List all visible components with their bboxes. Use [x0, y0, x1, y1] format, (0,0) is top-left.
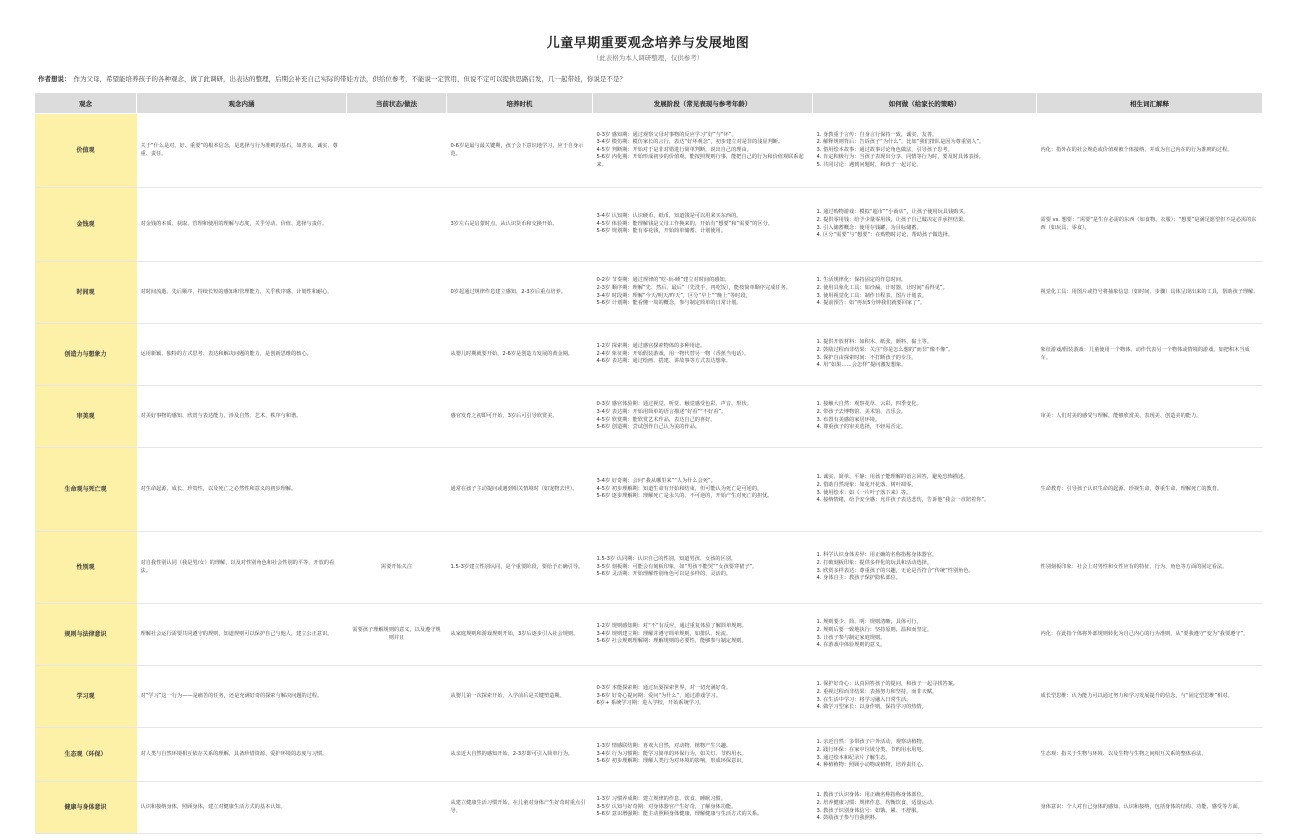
strategy-line: 2. 践行环保：在家中垃圾分类、节约用水用电。	[816, 746, 927, 753]
stage-line: 4-5岁 体验期：能理解钱是父母工作换来的，开始有“想要”和“需要”的区分。	[596, 220, 773, 227]
timing-cell: 0岁起通过规律作息建立感知，2-3岁后重点培养。	[447, 262, 593, 324]
preface-label: 作者想说：	[38, 75, 71, 83]
strategy-cell	[813, 782, 1037, 834]
stage-line: 5-6岁 意识增强期：能主动照顾身体健康，理解健康与生活方式的关系。	[596, 811, 763, 818]
glossary-cell: 内化：在此指个体将外部规则转化为自己内心的行为准则，从“要我遵守”变为“我要遵守”。	[1037, 604, 1263, 666]
strategy-line: 1. 身教重于言传：自身言行保持一致，诚实、友善。	[816, 131, 938, 138]
table-row	[35, 604, 1263, 666]
concept-meaning-cell: 对金钱的本质、获取、管理和使用的理解与态度，关乎劳动、价值、选择与责任。	[137, 188, 347, 262]
strategy-line: 1. 亲近自然：多带孩子户外活动，观察动植物。	[816, 739, 927, 746]
strategy-line: 4. 提前预告：如“再玩5分钟我们就要回家了”。	[816, 300, 926, 307]
glossary-cell: 需要 vs. 想要：“需要”是生存必需的东西（如食物、衣服）；“想要”是满足愿望但不是必需的东西（如玩具、零食）。	[1037, 188, 1263, 262]
stage-line: 6岁+ 系统学习期：进入学校，开始系统学习。	[596, 700, 705, 707]
timing-cell: 1.5-3岁建立性别认同，是个重要阶段，要给予正确引导。	[447, 532, 593, 604]
stage-line: 1-3岁 情感联结期：喜欢大自然，对动物、植物产生兴趣。	[596, 743, 732, 750]
current-status-cell	[347, 666, 447, 728]
stages-cell	[593, 114, 813, 188]
concept-meaning-cell: 对时间流逝、先后顺序、持续长短的感知和管理能力，关乎秩序感、计划性和耐心。	[137, 262, 347, 324]
stage-line: 3-5岁 刻板期：可能会有刻板印象，如“男孩不能哭”“女孩要穿裙子”。	[596, 563, 758, 570]
concept-name-cell: 创造力与想象力	[35, 324, 137, 386]
strategy-line: 3. 教孩子识别身体信号：如饿、累、不舒服。	[816, 807, 922, 814]
strategy-line: 3. 通过绘本和纪录片了解生态。	[816, 754, 891, 761]
concept-meaning-cell: 对生命起源、成长、珍贵性，以及死亡之必然性和意义的初步理解。	[137, 448, 347, 532]
table-row	[35, 386, 1263, 448]
stage-line: 3-4岁 认知期：认识硬币、纸币，知道钱是可以用来买东西的。	[596, 213, 742, 220]
timing-cell: 从婴儿时期就要开始，2-6岁是创造力发展的黄金期。	[447, 324, 593, 386]
strategy-line: 2. 解释规则背后：告诉孩子“为什么”，比如“我们排队是因为尊重别人”。	[816, 139, 985, 146]
strategy-line: 3. 保护自由探索时间：不打断孩子的专注。	[816, 354, 917, 361]
stage-line: 0-3岁 感官体验期：通过视觉、听觉、触觉感受色彩、声音、形状。	[596, 401, 752, 408]
column-header: 相生词汇解释	[1037, 93, 1263, 114]
stages-cell	[593, 728, 813, 782]
strategy-line: 4. 接纳情绪，给予安全感：允许孩子表达悲伤，告诉他“我会一直陪着你”。	[816, 497, 990, 504]
stage-line: 3-6岁 好奇心提问期：爱问“为什么”，通过游戏学习。	[596, 692, 721, 699]
stage-line: 4-5岁 判断期：开始对于是非对错进行简单判断，说出自己的理由。	[596, 146, 752, 153]
strategy-cell	[813, 262, 1037, 324]
strategy-cell	[813, 386, 1037, 448]
stages-cell	[593, 262, 813, 324]
current-status-cell: 需要孩子理解规则的意义，以及遵守规则并且	[347, 604, 447, 666]
strategy-cell	[813, 666, 1037, 728]
strategy-line: 1. 通过购物游戏：模拟“超市”“小商店”，让孩子使用玩具钱购买。	[816, 209, 969, 216]
concept-name-cell: 学习观	[35, 666, 137, 728]
concept-name-cell: 性别观	[35, 532, 137, 604]
strategy-line: 2. 带孩子去博物馆、美术馆、音乐会。	[816, 408, 907, 415]
stages-cell	[593, 188, 813, 262]
concept-meaning-cell: 对人类与自然环境相互依存关系的理解，具备珍惜资源、爱护环境的态度与习惯。	[137, 728, 347, 782]
strategy-line: 4. 种植植物：照顾小动物或植物，培养责任心。	[816, 762, 927, 769]
stage-line: 5-6岁 内化期：开始形成初步的价值观，能按照规则行事，能把自己的行为和价值观联系起来。	[596, 154, 804, 168]
strategy-line: 4. 在游戏中体验规则的意义。	[816, 642, 886, 649]
stage-line: 3-4岁 时段期：理解“今天/明天/昨天”，区分“早上”“晚上”等时段。	[596, 292, 751, 299]
stage-line: 4-5岁 欣赏期：能欣赏艺术作品，表达自己的喜好。	[596, 416, 716, 423]
strategy-line: 1. 诚实、简单、平静：用孩子能理解的语言回答，避免恐怖描述。	[816, 474, 969, 481]
column-header: 发展阶段（常见表现与参考年龄）	[593, 93, 813, 114]
strategy-line: 1. 生活规律化：保持固定的作息时间。	[816, 277, 907, 284]
stages-cell	[593, 782, 813, 834]
timing-cell: 0-6岁是最与最关键期，孩子会下意识地学习，应于自身示范。	[447, 114, 593, 188]
concept-name-cell: 审美观	[35, 386, 137, 448]
current-status-cell	[347, 728, 447, 782]
strategy-line: 3. 欣赏多样表达：尊重孩子的兴趣，无论是否符合“传统”性别角色。	[816, 567, 974, 574]
stage-line: 3-4岁 规则建立期：理解并遵守简单规则，如排队、轮流。	[596, 630, 732, 637]
strategy-line: 2. 培养健康习惯：规律作息，均衡饮食，适量运动。	[816, 799, 938, 806]
glossary-cell: 象征游戏/假装游戏：儿童使用一个物体、动作代表另一个物体或情境的游戏，如把积木当成车。	[1037, 324, 1263, 386]
strategy-line: 3. 使用视觉化工具：制作日程表、图片计划表。	[816, 292, 927, 299]
table-row	[35, 188, 1263, 262]
strategy-line: 4. 用“如果……会怎样”提问激发想象。	[816, 362, 907, 369]
stage-line: 2-3岁 顺序期：理解“先、然后、最后”（先洗手，再吃饭），能按简单顺序完成任务。	[596, 284, 791, 291]
strategy-cell	[813, 188, 1037, 262]
current-status-cell	[347, 188, 447, 262]
document-title: 儿童早期重要观念培养与发展地图	[546, 36, 750, 51]
stage-line: 0-3岁 本能探索期：通过玩耍探索世界，对一切充满好奇。	[596, 685, 732, 692]
concept-meaning-cell: 对美好事物的感知、欣赏与表达能力，涉及自然、艺术、秩序与和谐。	[137, 386, 347, 448]
glossary-cell: 身体意识：个人对自己身体的感知、认识和接纳，包括身体的结构、功能、感受等方面。	[1037, 782, 1263, 834]
stage-line: 1-3岁 习惯养成期：建立规律的作息、饮食、睡眠习惯。	[596, 796, 726, 803]
preface-text: 作为父母，希望能培养孩子的各种观念，做了此调研，出表达的整理，后期会补充自己实际的带娃方法，供给位参考，不能说一定管用，但说不定可以提供思路启发，几一起带娃，你说是不是？	[73, 75, 626, 83]
timing-cell: 从亲近大自然的感知开始，2-3岁即可引入简单行为。	[447, 728, 593, 782]
current-status-cell	[347, 386, 447, 448]
strategy-line: 1. 教孩子认识身体：用正确名称指称身体部位。	[816, 792, 927, 799]
glossary-cell: 视觉化工具：用图片或符号将抽象信息（如时间、步骤）具体呈现出来的工具，帮助孩子理解。	[1037, 262, 1263, 324]
timing-cell: 通常在孩子主动提问或遇到相关情境时（如宠物去世）。	[447, 448, 593, 532]
stage-line: 5-6岁 创造期：尝试创作自己认为美的作品。	[596, 424, 700, 431]
concept-name-cell: 金钱观	[35, 188, 137, 262]
concept-meaning-cell: 对自我性别认同（我是男/女）的理解，以及对性别角色和社会性别的平等、开放的看法。	[137, 532, 347, 604]
strategy-line: 2. 规则后要一致地执行：坚持原则，温和而坚定。	[816, 626, 933, 633]
strategy-line: 1. 接触大自然：观察花草、云彩、四季变化。	[816, 401, 922, 408]
column-header: 当前状态/做法	[347, 93, 447, 114]
stage-line: 5-6岁 规划期：能有零花钱，开始简单储蓄、计划使用。	[596, 228, 726, 235]
table-row	[35, 532, 1263, 604]
stage-line: 0-3岁 感知期：通过观察父母对事物的反应学习“好”与“坏”。	[596, 131, 737, 138]
stage-line: 4-6岁 表达期：通过绘画、搭建、讲故事等方式表达想象。	[596, 358, 732, 365]
strategy-line: 1. 规则要少、简、明：规则清晰，具体可行。	[816, 619, 922, 626]
current-status-cell	[347, 782, 447, 834]
stage-line: 3-5岁 认知与好奇期：对身体器官产生好奇，了解身体功能。	[596, 803, 737, 810]
stage-line: 2-4岁 象征期：开始假装游戏，用一物代替另一物（香蕉当电话）。	[596, 350, 750, 357]
current-status-cell	[347, 114, 447, 188]
stages-cell	[593, 604, 813, 666]
column-header: 观念	[35, 93, 137, 114]
concept-table	[34, 92, 1263, 834]
strategy-line: 4. 身体自主：教孩子保护隐私部位。	[816, 575, 901, 582]
strategy-line: 1. 科学认识身体差异：用正确的名称指称身体器官。	[816, 552, 938, 559]
strategy-line: 3. 借用绘本故事：通过故事讨论角色做法，引导孩子思考。	[816, 146, 953, 153]
stage-line: 3-4岁 行为习惯期：能学习简单的环保行为，如关灯、节约用水。	[596, 750, 747, 757]
stage-line: 3-4岁 模仿期：模仿家长的言行，表达“好坏观念”，初步建立对是非的浅显判断。	[596, 139, 784, 146]
stage-line: 3-4岁 好奇期：会问“我从哪里来”“人为什么会死”。	[596, 478, 716, 485]
table-row	[35, 728, 1263, 782]
concept-name-cell: 健康与身体意识	[35, 782, 137, 834]
stage-line: 5-6岁 逐步理解期：理解死亡是永久的、不可逆的，开始产生对死亡的担忧。	[596, 493, 773, 500]
timing-cell: 从建立健康生活习惯开始，在儿童对身体产生好奇时重点引导。	[447, 782, 593, 834]
strategy-cell	[813, 728, 1037, 782]
concept-name-cell: 价值观	[35, 114, 137, 188]
concept-name-cell: 生态观（环保）	[35, 728, 137, 782]
strategy-line: 4. 鼓励孩子参与自我照料。	[816, 815, 881, 822]
strategy-cell	[813, 604, 1037, 666]
strategy-cell	[813, 448, 1037, 532]
current-status-cell	[347, 262, 447, 324]
table-row	[35, 666, 1263, 728]
stages-cell	[593, 448, 813, 532]
current-status-cell: 需要开始关注	[347, 532, 447, 604]
strategy-line: 1. 保护好奇心：认真回答孩子的提问，和孩子一起寻找答案。	[816, 681, 958, 688]
glossary-cell: 成长型思维：认为能力可以通过努力和学习发展提升的信念，与“固定型思维”相对。	[1037, 666, 1263, 728]
stages-cell	[593, 386, 813, 448]
glossary-cell: 生命教育：引导孩子认识生命的起源、珍视生命、尊重生命、理解死亡的教育。	[1037, 448, 1263, 532]
strategy-line: 3. 在生活中学习：将学习融入日常生活。	[816, 696, 912, 703]
stage-line: 3-4岁 表达期：开始用简单的语言描述“好看”“不好看”。	[596, 408, 727, 415]
table-header-row	[35, 93, 1263, 114]
table-row	[35, 782, 1263, 834]
column-header: 如何做（给家长的策略）	[813, 93, 1037, 114]
concept-name-cell: 生命观与死亡观	[35, 448, 137, 532]
glossary-cell: 内化：指外在的社会规范或价值观被个体接纳，并成为自己内在的行为准则的过程。	[1037, 114, 1263, 188]
column-header: 观念内涵	[137, 93, 347, 114]
concept-meaning-cell: 对“学习”这一行为——是痛苦的任务，还是充满好奇的探索与解决问题的过程。	[137, 666, 347, 728]
concept-meaning-cell: 理解社会运行需要共同遵守的规则，知道规则可以保护自己与他人，建立公正意识。	[137, 604, 347, 666]
strategy-line: 3. 让孩子参与制定家庭规则。	[816, 634, 886, 641]
table-row	[35, 262, 1263, 324]
strategy-line: 3. 布置有美感的家居环境。	[816, 416, 881, 423]
strategy-line: 4. 做学习型家长：以身作则，保持学习的热情。	[816, 704, 927, 711]
stages-cell	[593, 532, 813, 604]
glossary-cell: 性别刻板印象：社会上对男性和女性应有的特征、行为、角色等方面的固定看法。	[1037, 532, 1263, 604]
stages-cell	[593, 666, 813, 728]
table-row	[35, 448, 1263, 532]
timing-cell: 从家庭规则和游戏规则开始，3岁后逐步引入社会规则。	[447, 604, 593, 666]
stage-line: 0-2岁 节奏期：通过规律的“吃-玩-睡”建立对时间的感知。	[596, 277, 730, 284]
glossary-cell: 审美：人们对美的感受与理解，能够欣赏美、表现美、创造美的能力。	[1037, 386, 1263, 448]
strategy-line: 3. 使用绘本：如《一片叶子落下来》等。	[816, 489, 912, 496]
strategy-line: 2. 打破刻板印象：提供多样化的玩具和活动选择。	[816, 559, 933, 566]
strategy-line: 4. 肯定积极行为：当孩子表现出分享、同情等行为时，要及时具体表扬。	[816, 154, 984, 161]
concept-meaning-cell: 关于“什么是对、好、重要”的根本信念，是选择与行为准则的基石，如善良、诚实、尊重、责任。	[137, 114, 347, 188]
table-row	[35, 324, 1263, 386]
strategy-line: 2. 借助自然现象：如花开花落、树叶凋零。	[816, 481, 917, 488]
current-status-cell	[347, 324, 447, 386]
stage-line: 1-2岁 规则感知期：对“不”有反应，通过重复体验了解简单规则。	[596, 623, 747, 630]
strategy-cell	[813, 532, 1037, 604]
strategy-line: 4. 尊重孩子的审美选择，不轻易否定。	[816, 424, 907, 431]
strategy-line: 4. 区分“需要”与“想要”：在购物时讨论，帮助孩子做选择。	[816, 232, 954, 239]
concept-name-cell: 规则与法律意识	[35, 604, 137, 666]
stage-line: 5-6岁 初步理解期：理解人类行为对环境的影响，形成环保意识。	[596, 758, 747, 765]
strategy-line: 1. 提供开放材料：如积木、纸张、颜料、黏土等。	[816, 339, 933, 346]
timing-cell: 从婴儿第一次探索开始，入学前后是关键塑造期。	[447, 666, 593, 728]
current-status-cell	[347, 448, 447, 532]
strategy-line: 5. 共同讨论：遇到问题时，和孩子一起讨论。	[816, 161, 922, 168]
stage-line: 5-6岁 社会规则理解期：理解规则的必要性，能够参与制定规则。	[596, 638, 747, 645]
strategy-line: 3. 引入储蓄概念：使用存钱罐，为目标储蓄。	[816, 224, 922, 231]
strategy-line: 2. 使用具象化工具：如沙漏、计时器，让时间“看得见”。	[816, 284, 948, 291]
stage-line: 4-5岁 初步理解期：知道生命有开始和结束，但可能认为死亡是可逆的。	[596, 485, 763, 492]
strategy-line: 2. 重视过程而非结果：表扬努力和坚持，而非天赋。	[816, 688, 938, 695]
glossary-cell: 生态观：指关于生物与环境、以及生物与生物之间相互关系的整体看法。	[1037, 728, 1263, 782]
stages-cell	[593, 324, 813, 386]
stage-line: 1-2岁 探索期：通过感官探索物体的多种用途。	[596, 343, 706, 350]
strategy-cell	[813, 324, 1037, 386]
concept-name-cell: 时间观	[35, 262, 137, 324]
strategy-line: 2. 提供零用钱：给予少量零用钱，让孩子自己做决定并承担结果。	[816, 216, 969, 223]
timing-cell: 感官发育之初即可开始，3岁后可引导欣赏美。	[447, 386, 593, 448]
concept-meaning-cell: 认识和接纳身体，照顾身体，建立对健康生活方式的基本认知。	[137, 782, 347, 834]
author-preface	[38, 74, 1296, 83]
stage-line: 1.5-3岁 认同期：认识自己的性别，知道男孩、女孩的区别。	[596, 556, 737, 563]
concept-meaning-cell: 运用新颖、独特的方式思考、表达和解决问题的能力，是创新思维的核心。	[137, 324, 347, 386]
table-row	[35, 114, 1263, 188]
table-body	[35, 114, 1263, 834]
timing-cell: 3岁左右是启蒙时点，从认识货币和交换开始。	[447, 188, 593, 262]
strategy-cell	[813, 114, 1037, 188]
stage-line: 5-6岁 灵活期：开始理解性别角色可以是多样的、灵活的。	[596, 571, 732, 578]
strategy-line: 2. 鼓励过程而非结果：关注“你是怎么想的”而非“像不像”。	[816, 346, 954, 353]
document-subtitle: （此表格为本人调研整理，仅供参考）	[592, 54, 704, 62]
stage-line: 5-6岁 计划期：能看懂一周的概念，参与制定简单的日常计划。	[596, 300, 742, 307]
column-header: 培养时机	[447, 93, 593, 114]
